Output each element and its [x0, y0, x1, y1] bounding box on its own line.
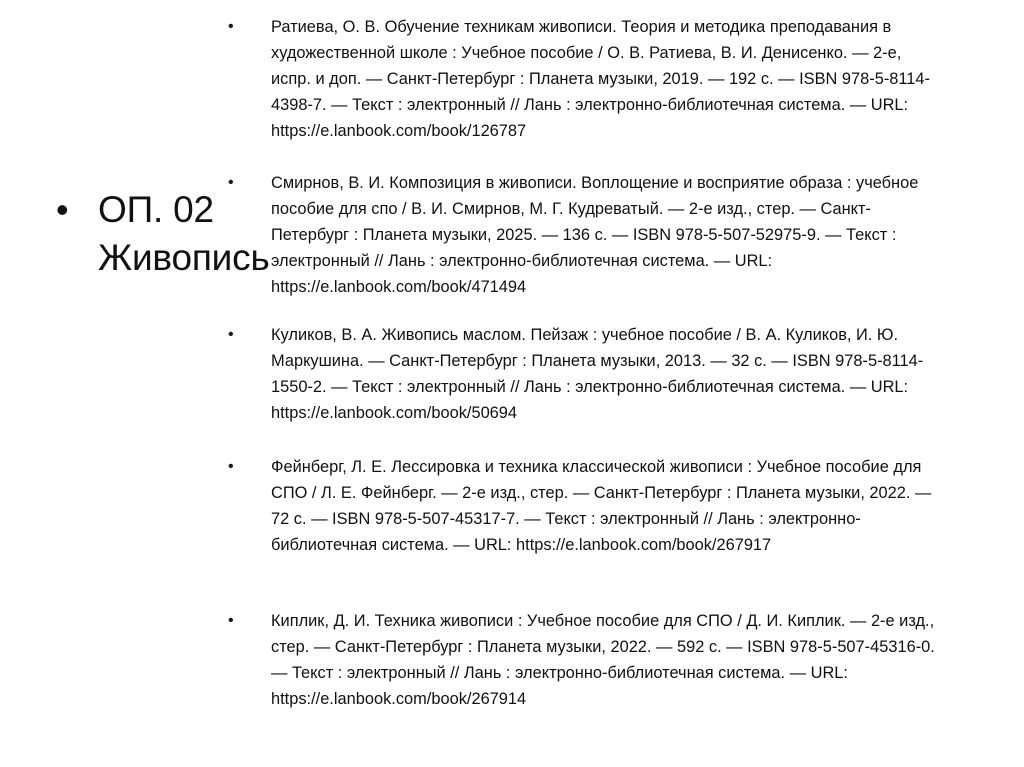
bullet-marker: • — [228, 326, 234, 343]
reference-text: Куликов, В. А. Живопись маслом. Пейзаж : учебное пособие / В. А. Куликов, И. Ю. Маркушина. — Санкт-Петербург : Планета музыки, 2013. — 32 с. — ISBN 978-5-8114- 1550-2. — Текст : электронный // Лань : электронно-библиотечная система. — URL: https://e.lanbook.com/book/50694 — [271, 326, 924, 422]
bullet-marker: • — [228, 174, 234, 191]
reference-text: Ратиева, О. В. Обучение техникам живописи. Теория и методика преподавания в художественной школе : Учебное пособие / О. В. Ратиева, В. И. Денисенко. — 2-е, испр. и доп. — Санкт-Петербург : Планета музыки, 2019. — 192 с. — ISBN 978-5-8114- 4398-7. — Текст : электронный // Лань : электронно-библиотечная система. — URL: https://e.lanbook.com/book/126787 — [271, 18, 930, 140]
bullet-marker: • — [56, 189, 69, 230]
slide-title: ОП. 02 Живопись — [98, 189, 270, 278]
bullet-marker: • — [228, 458, 234, 475]
reference-text: Смирнов, В. И. Композиция в живописи. Воплощение и восприятие образа : учебное пособие для спо / В. И. Смирнов, М. Г. Кудреватый. — 2-е изд., стер. — Санкт- Петербург : Планета музыки, 2025. — 136 с. — ISBN 978-5-507-52975-9. — Текст : электронный // Лань : электронно-библиотечная система. — URL: https://e.lanbook.com/book/471494 — [271, 174, 919, 296]
reference-text: Фейнберг, Л. Е. Лессировка и техника классической живописи : Учебное пособие для СПО / Л. Е. Фейнберг. — 2-е изд., стер. — Санкт-Петербург : Планета музыки, 2022. — 72 с. — ISBN 978-5-507-45317-7. — Текст : электронный // Лань : электронно- библиотечная система. — URL: https://e.lanbook.com/book/267917 — [271, 458, 932, 554]
bullet-marker: • — [228, 18, 234, 35]
reference-text: Киплик, Д. И. Техника живописи : Учебное пособие для СПО / Д. И. Киплик. — 2-е изд., стер. — Санкт-Петербург : Планета музыки, 2022. — 592 с. — ISBN 978-5-507-45316-0. — Текст : электронный // Лань : электронно-библиотечная система. — URL: https://e.lanbook.com/book/267914 — [271, 612, 935, 708]
bullet-marker: • — [228, 612, 234, 629]
